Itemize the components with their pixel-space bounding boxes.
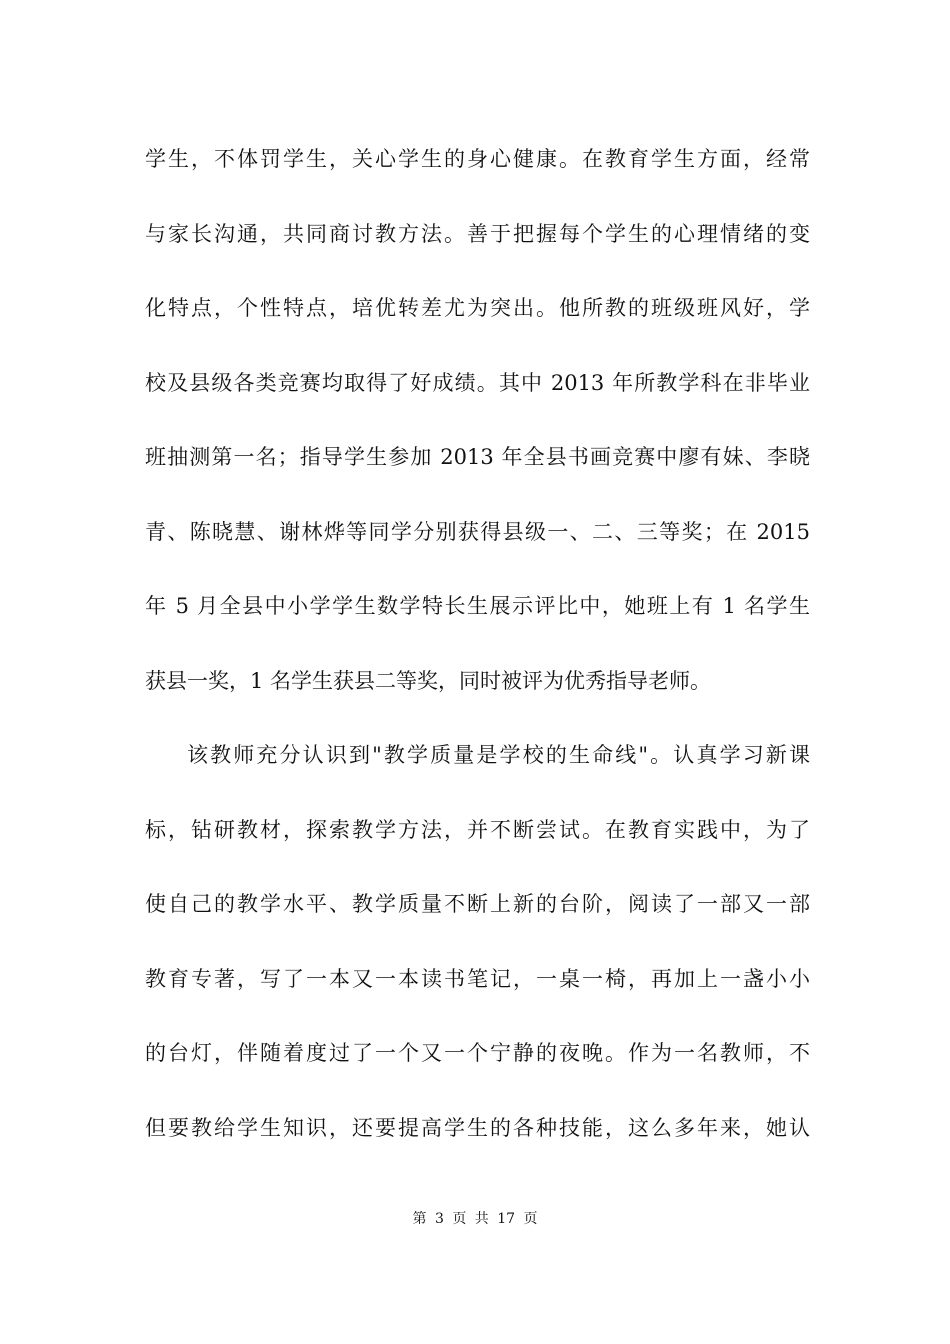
text-line: 化特点，个性特点，培优转差尤为突出。他所教的班级班风好，学	[145, 296, 810, 320]
footer-suffix: 页	[523, 1211, 538, 1227]
total-pages-number: 17	[497, 1211, 516, 1227]
text-line: 班抽测第一名；指导学生参加 2013 年全县书画竞赛中廖有妹、李晓	[145, 445, 810, 469]
text-line: 学生，不体罚学生，关心学生的身心健康。在教育学生方面，经常	[145, 147, 810, 171]
text-line: 但要教给学生知识，还要提高学生的各种技能，这么多年来，她认	[145, 1115, 810, 1140]
current-page-number: 3	[434, 1211, 444, 1227]
text-line: 青、陈晓慧、谢林烨等同学分别获得县级一、二、三等奖；在 2015	[145, 519, 810, 544]
text-line: 使自己的教学水平、教学质量不断上新的台阶，阅读了一部又一部	[145, 892, 810, 916]
text-line: 该教师充分认识到"教学质量是学校的生命线"。认真学习新课	[187, 743, 810, 767]
footer-page-word: 页	[452, 1211, 467, 1227]
text-line: 校及县级各类竞赛均取得了好成绩。其中 2013 年所教学科在非毕业	[145, 370, 810, 395]
body-text	[145, 133, 810, 1176]
text-line: 年 5 月全县中小学学生数学特长生展示评比中，她班上有 1 名学生	[145, 594, 810, 618]
text-line: 与家长沟通，共同商讨教方法。善于把握每个学生的心理情绪的变	[145, 221, 810, 246]
text-line: 教育专著，写了一本又一本读书笔记，一桌一椅，再加上一盏小小	[145, 966, 810, 991]
text-line: 获县一奖，1 名学生获县二等奖，同时被评为优秀指导老师。	[145, 668, 712, 693]
footer-total-word: 共	[474, 1211, 489, 1227]
footer-prefix: 第	[412, 1211, 427, 1227]
text-line: 标，钻研教材，探索教学方法，并不断尝试。在教育实践中，为了	[145, 817, 810, 842]
text-line: 的台灯，伴随着度过了一个又一个宁静的夜晚。作为一名教师，不	[145, 1041, 810, 1065]
page-footer	[0, 1208, 950, 1228]
